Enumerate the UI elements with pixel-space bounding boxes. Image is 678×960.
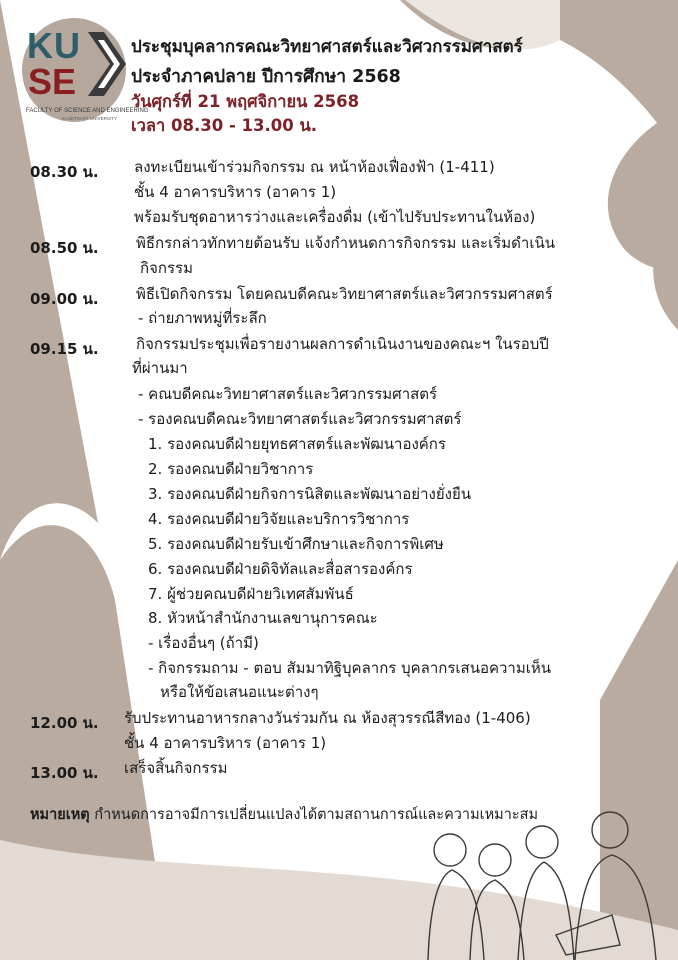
logo-faculty-text: FACULTY OF SCIENCE AND ENGINEERING	[26, 108, 149, 114]
agenda-text: - คณบดีคณะวิทยาศาสตร์และวิศวกรรมศาสตร์	[138, 385, 438, 403]
event-date: วันศุกร์ที่ 21 พฤศจิกายน 2568	[131, 92, 360, 111]
agenda-text: ที่ผ่านมา	[132, 359, 188, 377]
agenda-text: เสร็จสิ้นกิจกรรม	[124, 759, 228, 777]
agenda-text: กิจกรรมประชุมเพื่อรายงานผลการดำเนินงานของคณะฯ ในรอบปี	[136, 335, 549, 353]
list-item: 6. รองคณบดีฝ่ายดิจิทัลและสื่อสารองค์กร	[148, 560, 413, 578]
agenda-text: ชั้น 4 อาคารบริหาร (อาคาร 1)	[134, 183, 337, 201]
agenda-time-0830: 08.30 น.	[30, 163, 99, 181]
note	[30, 808, 538, 823]
agenda-time-0900: 09.00 น.	[30, 290, 99, 308]
agenda-text: ลงทะเบียนเข้าร่วมกิจกรรม ณ หน้าห้องเฟื่องฟ้า (1-411)	[134, 158, 495, 176]
list-item: 4. รองคณบดีฝ่ายวิจัยและบริการวิชาการ	[148, 510, 410, 528]
agenda-text: ชั้น 4 อาคารบริหาร (อาคาร 1)	[124, 734, 327, 752]
agenda-text: - ถ่ายภาพหมู่ที่ระลึก	[138, 309, 267, 327]
list-item: 7. ผู้ช่วยคณบดีฝ่ายวิเทศสัมพันธ์	[148, 585, 354, 603]
agenda-text: - รองคณบดีคณะวิทยาศาสตร์และวิศวกรรมศาสตร์	[138, 410, 462, 428]
list-item: - กิจกรรมถาม - ตอบ สัมมาทิฐิบุคลากร บุคลากรเสนอความเห็น	[148, 659, 552, 677]
list-item: 8. หัวหน้าสำนักงานเลขานุการคณะ	[148, 609, 378, 627]
agenda-time-1200: 12.00 น.	[30, 714, 99, 732]
agenda-text: กิจกรรม	[140, 259, 193, 277]
logo-se: SE	[28, 61, 77, 102]
page-subtitle: ประจำภาคปลาย ปีการศึกษา 2568	[131, 67, 401, 87]
agenda-text: รับประทานอาหารกลางวันร่วมกัน ณ ห้องสุวรรณีสีทอง (1-406)	[124, 709, 531, 727]
list-item: 3. รองคณบดีฝ่ายกิจการนิสิตและพัฒนาอย่างยั่งยืน	[148, 485, 471, 503]
list-item: 1. รองคณบดีฝ่ายยุทธศาสตร์และพัฒนาองค์กร	[148, 435, 446, 453]
list-item: 5. รองคณบดีฝ่ายรับเข้าศึกษาและกิจการพิเศษ	[148, 535, 444, 553]
note-label: หมายเหตุ	[30, 807, 90, 823]
page-title: ประชุมบุคลากรคณะวิทยาศาสตร์และวิศวกรรมศาสตร์	[131, 37, 523, 57]
note-text: กำหนดการอาจมีการเปลี่ยนแปลงได้ตามสถานการณ์และความเหมาะสม	[94, 807, 539, 823]
agenda-text: พร้อมรับชุดอาหารว่างและเครื่องดื่ม (เข้าไปรับประทานในห้อง)	[134, 208, 536, 226]
agenda-text: พิธีกรกล่าวทักทายต้อนรับ แจ้งกำหนดการกิจกรรม และเริ่มดำเนิน	[136, 234, 555, 252]
logo-ku: KU	[27, 25, 81, 66]
list-item: หรือให้ข้อเสนอแนะต่างๆ	[160, 683, 319, 701]
list-item: - เรื่องอื่นๆ (ถ้ามี)	[148, 634, 259, 652]
agenda-text: พิธีเปิดกิจกรรม โดยคณบดีคณะวิทยาศาสตร์และวิศวกรรมศาสตร์	[136, 285, 553, 303]
list-item: 2. รองคณบดีฝ่ายวิชาการ	[148, 460, 314, 478]
agenda-time-1300: 13.00 น.	[30, 764, 99, 782]
event-time: เวลา 08.30 - 13.00 น.	[131, 116, 318, 135]
agenda-time-0850: 08.50 น.	[30, 239, 99, 257]
agenda-time-0915: 09.15 น.	[30, 340, 99, 358]
logo-university-text: KASETSART UNIVERSITY	[62, 116, 117, 121]
logo-chevron-icon	[86, 30, 130, 98]
